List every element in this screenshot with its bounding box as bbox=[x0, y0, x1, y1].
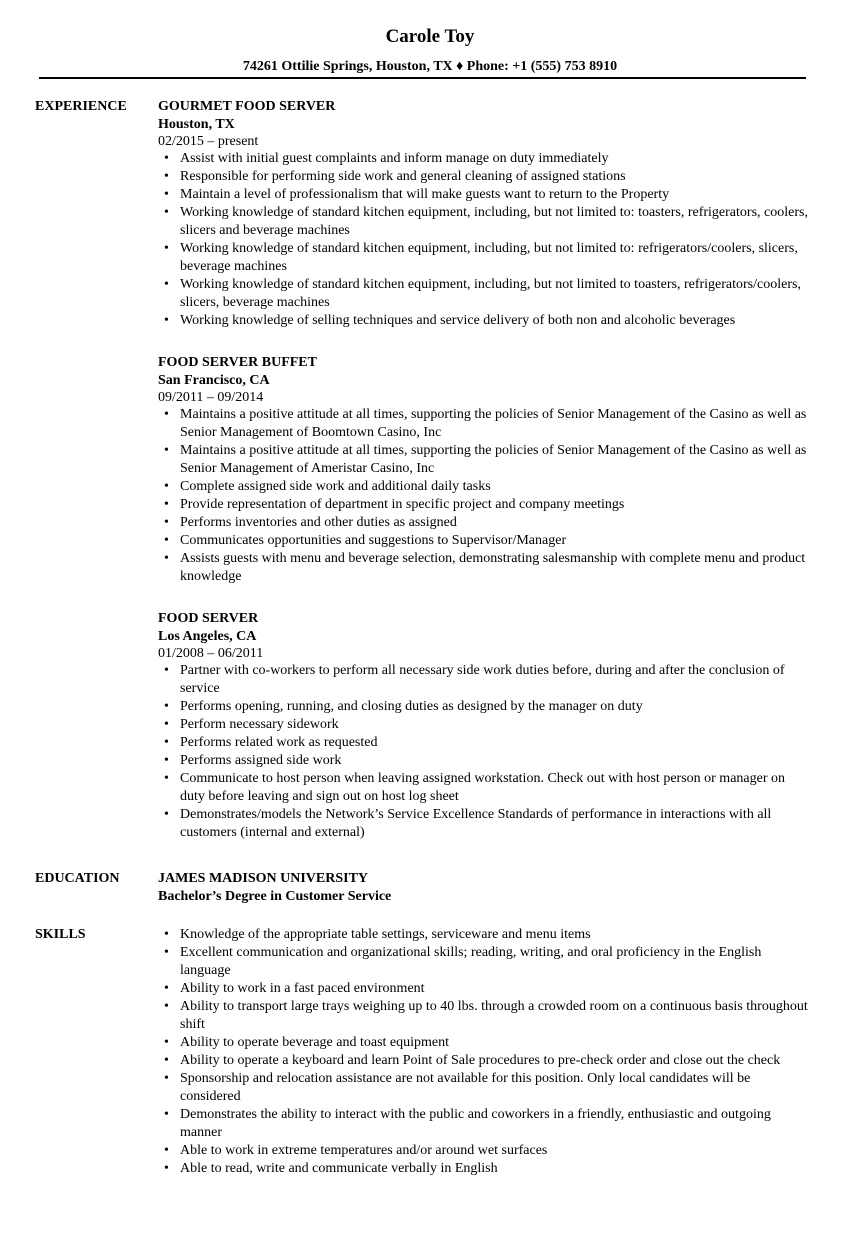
list-item: • Maintain a level of professionalism that will make guests want to return to the Property bbox=[158, 186, 813, 204]
list-item: • Partner with co-workers to perform all necessary side work duties before, during and after the conclusion of service bbox=[158, 662, 813, 698]
list-item: • Working knowledge of standard kitchen equipment, including, but not limited to toasters, refrigerators/coolers, slicers, beverage machines bbox=[158, 276, 813, 312]
contact-line: 74261 Ottilie Springs, Houston, TX ♦ Phone: +1 (555) 753 8910 bbox=[242, 59, 618, 74]
list-item: • Performs inventories and other duties as assigned bbox=[158, 514, 813, 532]
experience-heading: EXPERIENCE bbox=[35, 99, 127, 114]
experience-body bbox=[158, 98, 813, 842]
list-item: • Ability to operate beverage and toast equipment bbox=[158, 1034, 813, 1052]
education-heading: EDUCATION bbox=[35, 871, 120, 886]
job-entry bbox=[158, 354, 813, 586]
list-item: • Working knowledge of standard kitchen equipment, including, but not limited to: refrigerators/coolers, slicers, beverage machines bbox=[158, 240, 813, 276]
job-dates: 01/2008 – 06/2011 bbox=[158, 646, 264, 661]
education-body bbox=[158, 870, 813, 906]
list-item: • Performs opening, running, and closing duties as designed by the manager on duty bbox=[158, 698, 813, 716]
job-location: Los Angeles, CA bbox=[158, 629, 257, 644]
list-item: • Performs related work as requested bbox=[158, 734, 813, 752]
job-title: FOOD SERVER bbox=[158, 611, 259, 626]
list-item: • Responsible for performing side work and general cleaning of assigned stations bbox=[158, 168, 813, 186]
list-item: • Communicate to host person when leaving assigned workstation. Check out with host person or manager on duty before leaving and sign out on host log sheet bbox=[158, 770, 813, 806]
job-entry bbox=[158, 98, 813, 330]
degree-name: Bachelor’s Degree in Customer Service bbox=[158, 889, 392, 904]
list-item: • Ability to operate a keyboard and learn Point of Sale procedures to pre-check order and close out the check bbox=[158, 1052, 813, 1070]
skills-body bbox=[158, 926, 813, 1178]
list-item: • Perform necessary sidework bbox=[158, 716, 813, 734]
school-name: JAMES MADISON UNIVERSITY bbox=[158, 871, 369, 886]
job-duties bbox=[158, 662, 813, 842]
job-duties bbox=[158, 406, 813, 586]
list-item: • Excellent communication and organizational skills; reading, writing, and oral proficiency in the English language bbox=[158, 944, 813, 980]
job-dates: 02/2015 – present bbox=[158, 134, 259, 149]
list-item: • Able to work in extreme temperatures and/or around wet surfaces bbox=[158, 1142, 813, 1160]
job-title: FOOD SERVER BUFFET bbox=[158, 355, 317, 370]
list-item: • Sponsorship and relocation assistance are not available for this position. Only local candidates will be considered bbox=[158, 1070, 813, 1106]
list-item: • Working knowledge of selling techniques and service delivery of both non and alcoholic beverages bbox=[158, 312, 813, 330]
candidate-name: Carole Toy bbox=[385, 26, 475, 47]
list-item: • Maintains a positive attitude at all times, supporting the policies of Senior Management of the Casino as well as Senior Management of Ameristar Casino, Inc bbox=[158, 442, 813, 478]
job-location: Houston, TX bbox=[158, 117, 235, 132]
job-title: GOURMET FOOD SERVER bbox=[158, 99, 336, 114]
skills-list bbox=[158, 926, 813, 1178]
job-duties bbox=[158, 150, 813, 330]
list-item: • Knowledge of the appropriate table settings, serviceware and menu items bbox=[158, 926, 813, 944]
list-item: • Ability to transport large trays weighing up to 40 lbs. through a crowded room on a continuous basis throughout shift bbox=[158, 998, 813, 1034]
header-divider bbox=[39, 77, 806, 79]
list-item: • Communicates opportunities and suggestions to Supervisor/Manager bbox=[158, 532, 813, 550]
list-item: • Complete assigned side work and additional daily tasks bbox=[158, 478, 813, 496]
job-dates: 09/2011 – 09/2014 bbox=[158, 390, 264, 405]
job-entry bbox=[158, 610, 813, 842]
list-item: • Provide representation of department in specific project and company meetings bbox=[158, 496, 813, 514]
list-item: • Able to read, write and communicate verbally in English bbox=[158, 1160, 813, 1178]
list-item: • Performs assigned side work bbox=[158, 752, 813, 770]
list-item: • Assist with initial guest complaints and inform manage on duty immediately bbox=[158, 150, 813, 168]
list-item: • Demonstrates/models the Network’s Service Excellence Standards of performance in interactions with all customers (internal and external) bbox=[158, 806, 813, 842]
list-item: • Demonstrates the ability to interact with the public and coworkers in a friendly, enthusiastic and outgoing manner bbox=[158, 1106, 813, 1142]
list-item: • Maintains a positive attitude at all times, supporting the policies of Senior Management of the Casino as well as Senior Management of Boomtown Casino, Inc bbox=[158, 406, 813, 442]
list-item: • Assists guests with menu and beverage selection, demonstrating salesmanship with complete menu and product knowledge bbox=[158, 550, 813, 586]
job-location: San Francisco, CA bbox=[158, 373, 270, 388]
list-item: • Ability to work in a fast paced environment bbox=[158, 980, 813, 998]
skills-heading: SKILLS bbox=[35, 927, 86, 942]
list-item: • Working knowledge of standard kitchen equipment, including, but not limited to: toasters, refrigerators, coolers, slicers and beverage machines bbox=[158, 204, 813, 240]
